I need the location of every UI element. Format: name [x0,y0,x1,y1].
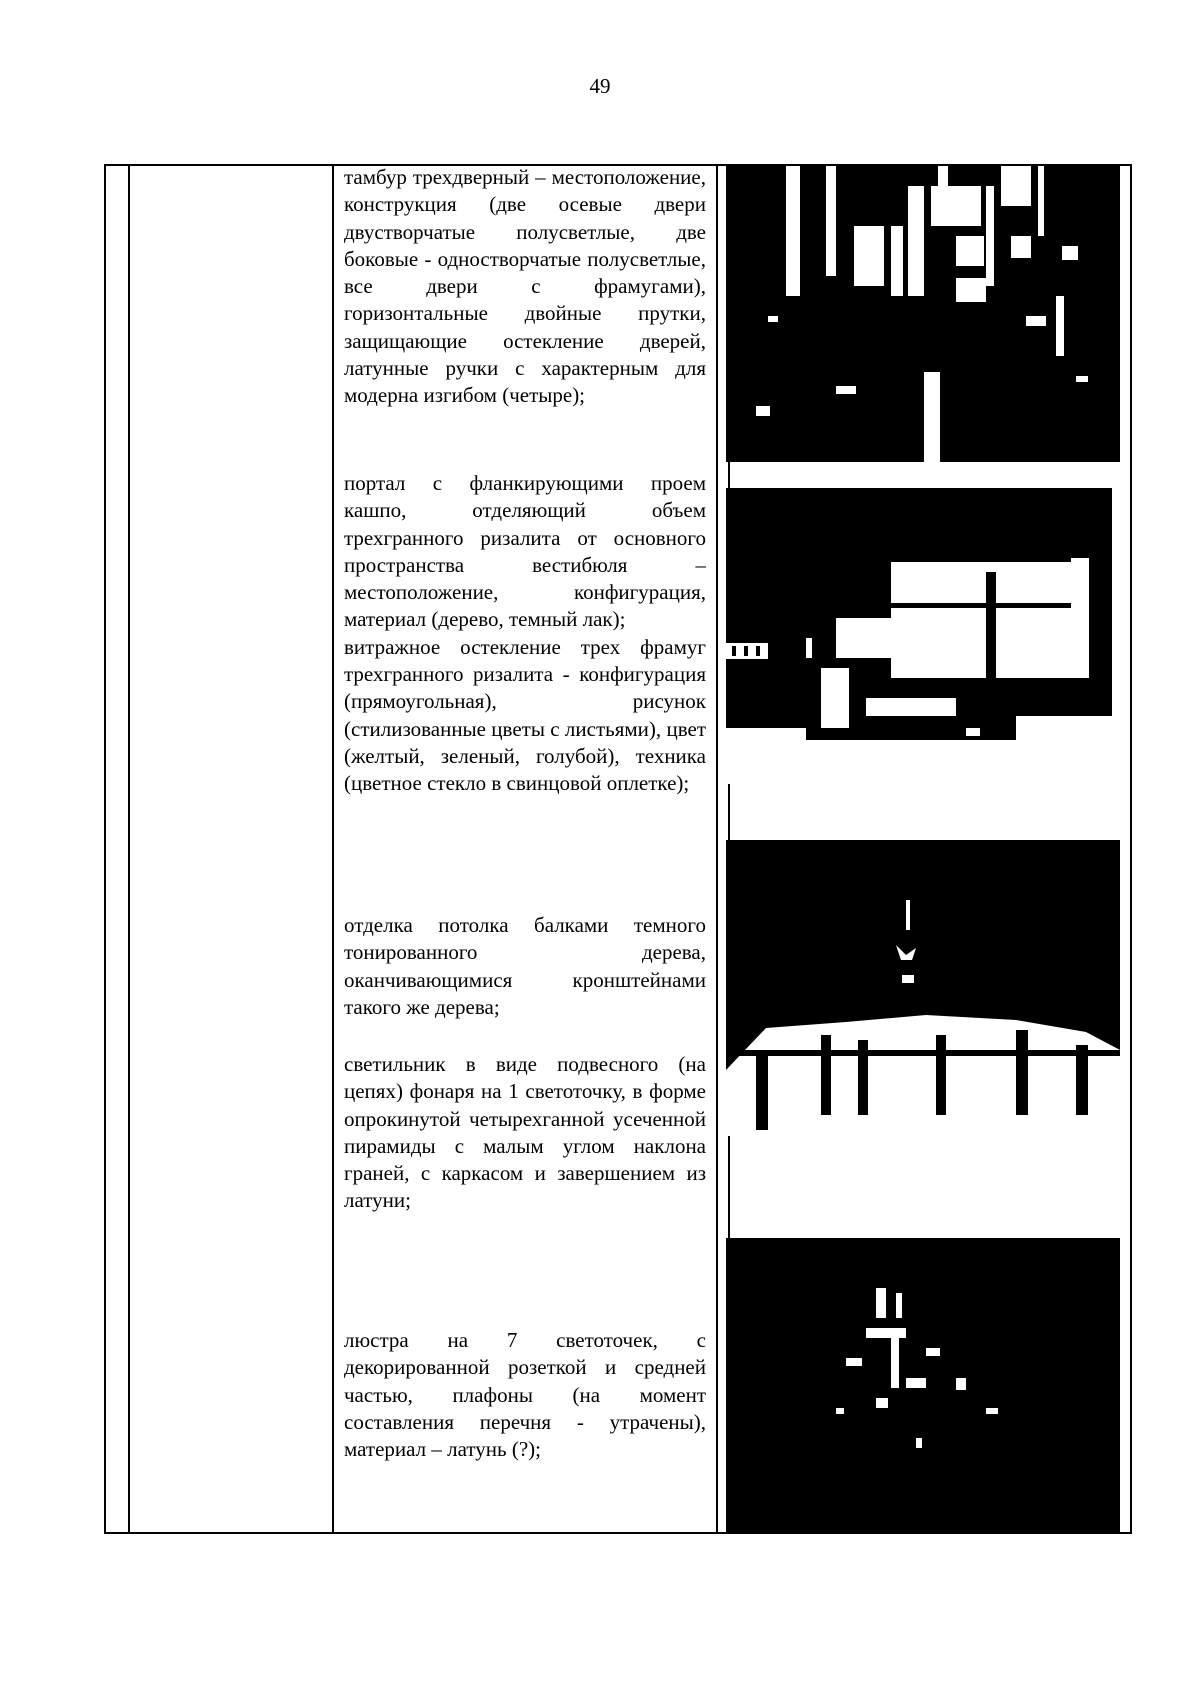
entry-vestibule [344,164,706,410]
vestibule-doors-photo [726,166,1120,462]
entry-text: портал с фланкирующими проем кашпо, отделяющий объем трехгранного ризалита от основного пространства вестибюля – местоположение, конфигурация, материал (дерево, темный лак); [344,471,706,632]
entry-text: отделка потолка балками темного тонированного дерева, оканчивающимися кронштейнами такого же дерева; [344,913,706,1019]
entry-text: люстра на 7 светоточек, с декорированной розеткой и средней частью, плафоны (на момент составления перечня - утрачены), материал – латунь (?); [344,1328,706,1462]
ceiling-beams-lantern-photo [726,840,1120,1136]
entry-ceiling [344,912,706,1021]
entry-text: тамбур трехдверный – местоположение, конструкция (две осевые двери двустворчатые полусветлые, две боковые - одностворчатые полусветлые, все двери с фрамугами), горизонтальные двойные прутки, защищающие остекление дверей, латунные ручки с характерным для модерна изгибом (четыре); [344,165,706,408]
chandelier-photo [726,1238,1120,1532]
column-divider [128,166,130,1532]
entry-lantern [344,1051,706,1215]
entry-text: светильник в виде подвесного (на цепях) фонаря на 1 светоточку, в форме опрокинутой четырехганной усеченной пирамиды с малым углом наклона граней, с каркасом и завершением из латуни; [344,1052,706,1213]
column-divider [332,166,334,1532]
entry-portal [344,470,706,798]
page-number: 49 [589,74,611,98]
portal-stained-glass-photo [726,488,1112,784]
entry-chandelier [344,1327,706,1463]
entry-text: витражное остекление трех фрамуг трехгранного ризалита - конфигурация (прямоугольная), рисунок (стилизованные цветы с листьями), цвет (желтый, зеленый, голубой), техника (цветное стекло в свинцовой оплетке); [344,634,706,796]
column-divider [716,166,718,1532]
